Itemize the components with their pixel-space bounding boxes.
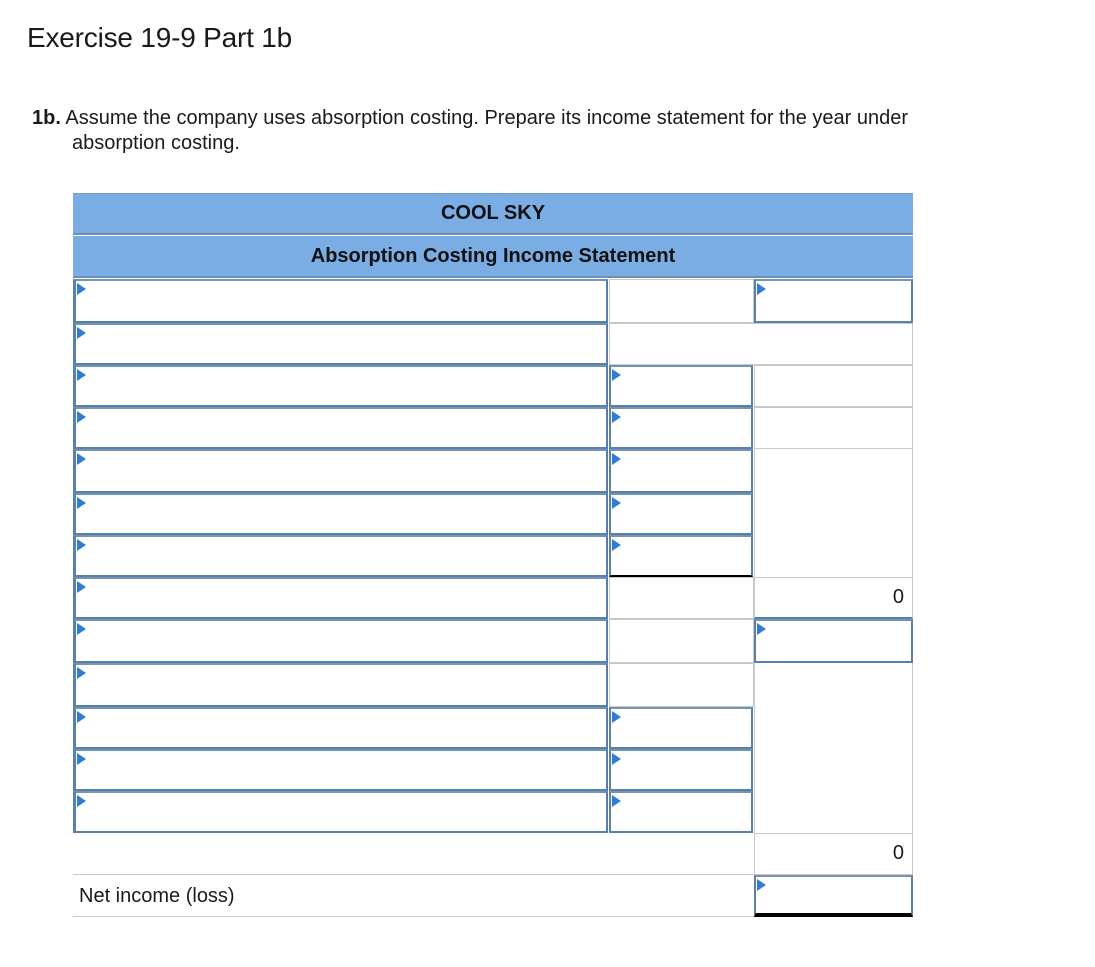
instructions: [32, 106, 1072, 156]
dropdown-arrow-icon: [77, 497, 86, 509]
blank-cell-row-1: [609, 279, 754, 323]
dropdown-arrow-icon: [612, 539, 621, 551]
dropdown-arrow-icon: [612, 497, 621, 509]
instructions-line-1: Assume the company uses absorption costing. Prepare its income statement for the year under: [65, 107, 909, 129]
dropdown-arrow-icon: [612, 369, 621, 381]
dropdown-arrow-icon: [77, 327, 86, 339]
blank-cell-row-4: [754, 407, 913, 449]
label-dropdown-row-8[interactable]: [73, 577, 608, 619]
dropdown-arrow-icon: [612, 753, 621, 765]
blank-cell-row-3: [754, 365, 913, 407]
amount-input-row-11[interactable]: [609, 707, 753, 749]
label-dropdown-row-6[interactable]: [73, 493, 608, 535]
label-dropdown-row-4[interactable]: [73, 407, 608, 449]
blank-cell-row-9: [609, 619, 754, 663]
dropdown-arrow-icon: [77, 711, 86, 723]
dropdown-arrow-icon: [77, 411, 86, 423]
amount-input-row-5[interactable]: [609, 449, 753, 493]
amount-input-row-7[interactable]: [609, 535, 753, 577]
dropdown-arrow-icon: [77, 667, 86, 679]
subtotal-cell-1: [754, 577, 913, 619]
label-dropdown-row-13[interactable]: [73, 791, 608, 833]
blank-cell-row-10: [609, 663, 754, 707]
amount-input-row-3[interactable]: [609, 365, 753, 407]
label-dropdown-row-1[interactable]: [73, 279, 608, 323]
dropdown-arrow-icon: [612, 411, 621, 423]
subtotal-value-2: 0: [892, 842, 904, 864]
statement-title-header: Absorption Costing Income Statement: [73, 236, 913, 278]
dropdown-arrow-icon: [77, 453, 86, 465]
dropdown-arrow-icon: [612, 795, 621, 807]
dropdown-arrow-icon: [757, 623, 766, 635]
dropdown-arrow-icon: [77, 623, 86, 635]
dropdown-arrow-icon: [77, 539, 86, 551]
dropdown-arrow-icon: [77, 369, 86, 381]
dropdown-arrow-icon: [77, 753, 86, 765]
dropdown-arrow-icon: [757, 283, 766, 295]
subtotal-cell-2: [754, 833, 913, 875]
label-dropdown-row-7[interactable]: [73, 535, 608, 577]
label-dropdown-row-2[interactable]: [73, 323, 608, 365]
company-name-header: COOL SKY: [73, 193, 913, 235]
dropdown-arrow-icon: [612, 711, 621, 723]
amount-input-row-6[interactable]: [609, 493, 753, 535]
net-income-label-cell: [73, 875, 754, 917]
label-dropdown-row-10[interactable]: [73, 663, 608, 707]
label-dropdown-row-5[interactable]: [73, 449, 608, 493]
label-dropdown-row-12[interactable]: [73, 749, 608, 791]
blank-cell-rows-10-13: [754, 663, 913, 833]
dropdown-arrow-icon: [757, 879, 766, 891]
net-income-input[interactable]: [754, 875, 913, 917]
instructions-line-2: absorption costing.: [72, 132, 240, 154]
dropdown-arrow-icon: [77, 581, 86, 593]
amount-input-row-1-total[interactable]: [754, 279, 913, 323]
subtotal-value-1: 0: [892, 586, 904, 608]
blank-cell-row-2: [609, 323, 913, 365]
amount-input-row-4[interactable]: [609, 407, 753, 449]
blank-cell-row-14: [73, 833, 754, 875]
label-dropdown-row-11[interactable]: [73, 707, 608, 749]
blank-cell-row-8: [609, 577, 754, 619]
dropdown-arrow-icon: [77, 283, 86, 295]
amount-input-row-13[interactable]: [609, 791, 753, 833]
blank-cell-rows-5-7: [754, 449, 913, 577]
part-number: 1b.: [32, 107, 61, 129]
exercise-title: Exercise 19-9 Part 1b: [27, 22, 293, 53]
label-dropdown-row-3[interactable]: [73, 365, 608, 407]
amount-input-row-12[interactable]: [609, 749, 753, 791]
dropdown-arrow-icon: [612, 453, 621, 465]
label-dropdown-row-9[interactable]: [73, 619, 608, 663]
dropdown-arrow-icon: [77, 795, 86, 807]
amount-input-row-9-total[interactable]: [754, 619, 913, 663]
net-income-label: Net income (loss): [79, 885, 235, 907]
